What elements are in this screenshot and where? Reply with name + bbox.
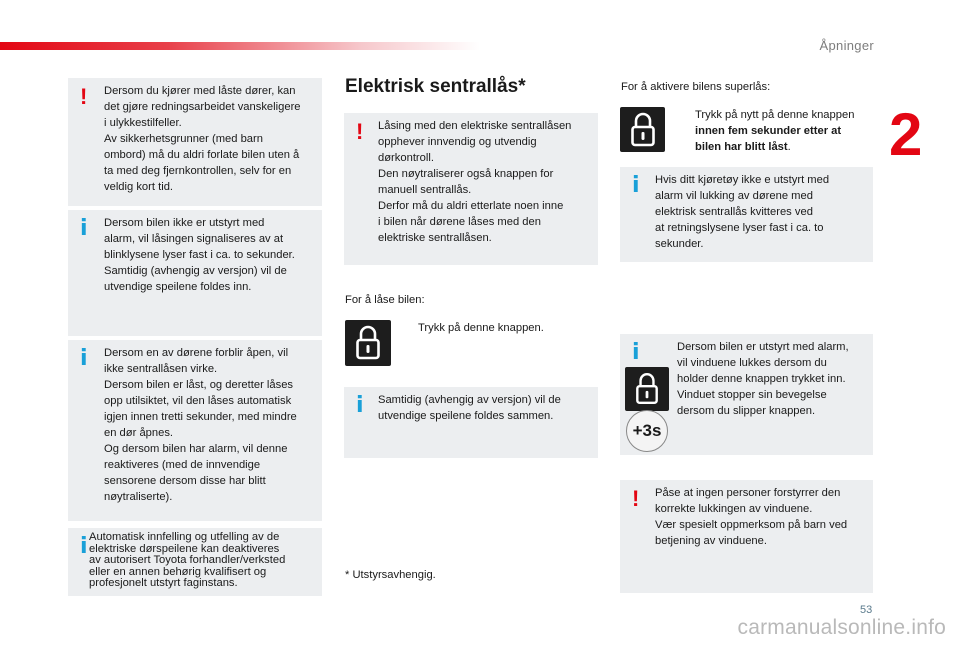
warning-icon: ! [80,84,88,109]
info-icon: i [80,216,88,241]
info-icon: i [632,340,640,365]
warning-text: Dersom du kjører med låste dører, kan det gjøre redningsarbeidet vanskeligere i ulykkestilfeller. Av sikkerhetsgrunner (med barn ombord) må du aldri forlate bilen uten å ta med deg fjernkontrollen, selv for en veldig kort tid. [104,85,301,193]
info-text: Dersom bilen ikke er utstyrt med alarm, vil låsingen signaliseres av at blinklysene lyser fast i ca. to sekunder. Samtidig (avhengig av versjon) vil de utvendige speilene foldes inn. [104,217,295,293]
warning-icon: ! [632,486,640,511]
plus-3-seconds-icon: +3s [626,410,668,452]
info-text: Dersom bilen er utstyrt med alarm, vil vinduene lukkes dersom du holder denne knappen trykket inn. Vinduet stopper sin bevegelse dersom du slipper knappen. [677,341,849,417]
padlock-icon [635,372,659,406]
superlock-step-text [695,107,854,155]
info-box-mirrors-fold [344,387,598,458]
warning-text: Påse at ingen personer forstyrrer den korrekte lukkingen av vinduene. Vær spesielt oppmerksom på barn ved betjening av vinduene. [655,487,848,547]
warning-box-central-locking [344,113,598,265]
lock-intro: For å låse bilen: [345,294,425,306]
superlock-step-bold: innen fem sekunder etter at bilen har blitt låst [695,125,842,153]
warning-box-windows [620,480,873,593]
info-box-no-alarm-indicators [620,167,873,262]
padlock-icon [355,325,381,361]
header-accent-bar [0,42,480,50]
superlock-step-plain: Trykk på nytt på denne knappen [695,109,855,121]
lock-button-image [625,367,669,411]
info-icon: i [80,534,88,559]
info-text: Samtidig (avhengig av versjon) vil de utvendige speilene foldes sammen. [378,394,561,422]
info-text: Automatisk innfelling og utfelling av de elektriske dørspeilene kan deaktiveres av autorisert Toyota forhandler/verksted eller en annen behørig kvalifisert og profesjonelt utstyrt faginstans. [89,531,286,589]
warning-text: Låsing med den elektriske sentrallåsen opphever innvendig og utvendig dørkontroll. Den nøytraliserer også knappen for manuell sentrallås. Derfor må du aldri etterlate noen inne i bilen når dørene låses med den elektriske sentrallåsen. [378,120,572,244]
chapter-number: 2 [889,101,923,168]
info-icon: i [632,173,640,198]
superlock-step-end: . [787,141,791,153]
info-icon: i [356,393,364,418]
superlock-intro: For å aktivere bilens superlås: [621,81,771,93]
warning-icon: ! [356,119,364,144]
info-box-no-alarm [68,210,322,336]
padlock-icon [630,112,656,148]
info-text: Hvis ditt kjøretøy ikke e utstyrt med alarm vil lukking av dørene med elektrisk sentrallås kvitteres ved at retningslysene lyser fast i ca. to sekunder. [655,174,830,250]
info-box-mirrors [68,528,322,596]
section-heading: Elektrisk sentrallås* [345,76,526,97]
lock-step-text: Trykk på denne knappen. [418,322,544,334]
info-icon: i [80,346,88,371]
warning-box-locked-doors [68,78,322,206]
lock-button-image [345,320,391,366]
info-text: Dersom en av dørene forblir åpen, vil ikke sentrallåsen virke. Dersom bilen er låst, og deretter låses opp utilsiktet, vil den låses automatisk igjen innen tretti sekunder, med mindre en dør åpnes. Og dersom bilen har alarm, vil denne reaktiveres (med de innvendige sensorene dersom disse har blitt nøytraliserte). [104,347,297,503]
info-box-door-open [68,340,322,521]
lock-button-image [620,107,665,152]
chapter-title: Åpninger [819,38,874,53]
watermark: carmanualsonline.info [737,616,946,639]
page-number: 53 [860,604,873,616]
footnote: * Utstyrsavhengig. [345,569,436,581]
